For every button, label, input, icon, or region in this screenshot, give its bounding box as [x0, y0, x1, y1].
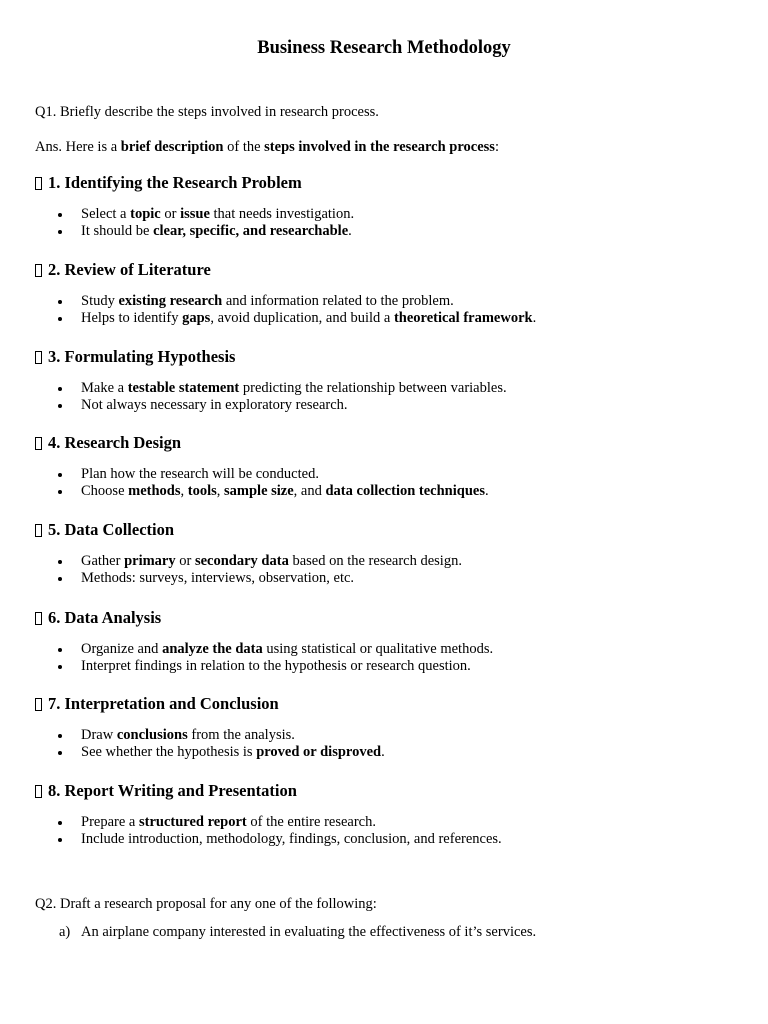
bullet-item: [35, 223, 725, 240]
text-run: Methods: surveys, interviews, observation, etc.: [81, 570, 355, 586]
text-run: , and: [293, 483, 326, 499]
bullet-item: [35, 814, 725, 831]
bullet-item: [35, 641, 725, 658]
text-run: .: [532, 310, 537, 326]
text-run: See whether the hypothesis is: [81, 744, 257, 760]
question-2: Q2. Draft a research proposal for any one of the following:: [35, 896, 377, 912]
checkbox-glyph-icon: [35, 524, 42, 537]
step-heading-text: 7. Interpretation and Conclusion: [48, 694, 279, 713]
text-run: .: [381, 744, 385, 760]
text-run: and information related to the problem.: [222, 293, 454, 309]
bold-text-run: clear, specific, and researchable: [153, 223, 349, 239]
bullet-dot-icon: [58, 230, 62, 234]
bullet-item: [35, 744, 725, 761]
text-run: , avoid duplication, and build a: [210, 310, 394, 326]
text-run: of the: [223, 139, 265, 155]
step-heading-text: 5. Data Collection: [48, 520, 175, 539]
step-bullet-list: [35, 293, 725, 327]
text-run: Organize and: [81, 641, 163, 657]
step-bullet-list: [35, 380, 725, 414]
bold-text-run: data collection techniques: [325, 483, 485, 499]
bold-text-run: testable statement: [127, 380, 240, 396]
text-run: based on the research design.: [288, 553, 462, 569]
step-bullet-list: [35, 466, 725, 500]
question-1: Q1. Briefly describe the steps involved in research process.: [35, 104, 379, 120]
text-run: Prepare a: [81, 814, 139, 830]
step-heading: [35, 346, 735, 368]
text-run: Make a: [81, 380, 128, 396]
bold-text-run: existing research: [118, 293, 223, 309]
step-heading: [35, 259, 735, 281]
bullet-dot-icon: [58, 577, 62, 581]
bullet-item: [35, 293, 725, 310]
research-step: [35, 346, 735, 413]
checkbox-glyph-icon: [35, 785, 42, 798]
text-run: that needs investigation.: [209, 206, 355, 222]
bullet-item: [35, 727, 725, 744]
step-heading-text: 8. Report Writing and Presentation: [48, 781, 297, 800]
bullet-item: [35, 570, 725, 587]
text-run: Study: [81, 293, 119, 309]
text-run: Include introduction, methodology, findings, conclusion, and references.: [81, 831, 502, 847]
bullet-dot-icon: [58, 821, 62, 825]
text-run: .: [484, 483, 489, 499]
step-heading: [35, 693, 735, 715]
bullet-item: [35, 466, 725, 483]
step-heading-text: 3. Formulating Hypothesis: [48, 347, 236, 366]
bullet-dot-icon: [58, 648, 62, 652]
text-run: or: [175, 553, 195, 569]
text-run: Ans. Here is a: [35, 139, 121, 155]
step-heading-text: 4. Research Design: [48, 433, 182, 452]
checkbox-glyph-icon: [35, 437, 42, 450]
bold-text-run: sample size: [224, 483, 294, 499]
bold-text-run: topic: [130, 206, 161, 222]
text-run: Plan how the research will be conducted.: [81, 466, 319, 482]
step-heading: [35, 519, 735, 541]
checkbox-glyph-icon: [35, 698, 42, 711]
research-step: [35, 607, 735, 674]
research-step: [35, 259, 735, 326]
bullet-dot-icon: [58, 473, 62, 477]
step-bullet-list: [35, 553, 725, 587]
text-run: Select a: [81, 206, 131, 222]
checkbox-glyph-icon: [35, 612, 42, 625]
bold-text-run: theoretical framework: [393, 310, 533, 326]
document-title: Business Research Methodology: [257, 38, 511, 58]
checkbox-glyph-icon: [35, 177, 42, 190]
step-bullet-list: [35, 814, 725, 848]
answer-intro: [35, 139, 499, 156]
bold-text-run: analyze the data: [162, 641, 263, 657]
text-run: Choose: [81, 483, 129, 499]
text-run: :: [494, 139, 499, 155]
text-run: of the entire research.: [246, 814, 376, 830]
bullet-dot-icon: [58, 560, 62, 564]
text-run: or: [160, 206, 181, 222]
option-text: An airplane company interested in evaluating the effectiveness of it’s services.: [81, 924, 537, 940]
bold-text-run: methods: [128, 483, 181, 499]
bullet-item: [35, 483, 725, 500]
bold-text-run: brief description: [120, 139, 224, 155]
text-run: .: [348, 223, 352, 239]
text-run: from the analysis.: [187, 727, 295, 743]
bullet-item: [35, 831, 725, 848]
bullet-dot-icon: [58, 404, 62, 408]
step-heading: [35, 432, 735, 454]
step-heading-text: 1. Identifying the Research Problem: [48, 173, 302, 192]
text-run: ,: [216, 483, 224, 499]
bullet-item: [35, 658, 725, 675]
step-heading: [35, 172, 735, 194]
research-step: [35, 519, 735, 586]
step-heading-text: 2. Review of Literature: [48, 260, 211, 279]
checkbox-glyph-icon: [35, 264, 42, 277]
bullet-item: [35, 397, 725, 414]
text-run: Draw: [81, 727, 117, 743]
research-step: [35, 780, 735, 847]
bold-text-run: proved or disproved: [256, 744, 382, 760]
bullet-dot-icon: [58, 665, 62, 669]
text-run: predicting the relationship between variables.: [239, 380, 507, 396]
bold-text-run: primary: [124, 553, 176, 569]
question-2-option: [59, 924, 536, 941]
text-run: Interpret findings in relation to the hypothesis or research question.: [81, 658, 471, 674]
bullet-dot-icon: [58, 300, 62, 304]
step-heading: [35, 780, 735, 802]
bullet-dot-icon: [58, 213, 62, 217]
text-run: using statistical or qualitative methods.: [262, 641, 494, 657]
bullet-dot-icon: [58, 751, 62, 755]
bold-text-run: steps involved in the research process: [264, 139, 495, 155]
bold-text-run: gaps: [182, 310, 211, 326]
bold-text-run: conclusions: [116, 727, 188, 743]
bullet-dot-icon: [58, 387, 62, 391]
option-marker: a): [59, 924, 71, 940]
bold-text-run: secondary data: [194, 553, 289, 569]
bullet-item: [35, 553, 725, 570]
research-step: [35, 693, 735, 760]
text-run: It should be: [81, 223, 154, 239]
bold-text-run: structured report: [138, 814, 247, 830]
bullet-item: [35, 206, 725, 223]
text-run: Not always necessary in exploratory research.: [81, 397, 348, 413]
step-heading-text: 6. Data Analysis: [48, 608, 162, 627]
text-run: ,: [180, 483, 188, 499]
bold-text-run: tools: [187, 483, 217, 499]
text-run: Gather: [81, 553, 125, 569]
research-step: [35, 432, 735, 499]
research-step: [35, 172, 735, 239]
bullet-dot-icon: [58, 317, 62, 321]
bullet-dot-icon: [58, 490, 62, 494]
step-bullet-list: [35, 641, 725, 675]
bold-text-run: issue: [180, 206, 210, 222]
bullet-item: [35, 380, 725, 397]
bullet-dot-icon: [58, 734, 62, 738]
bullet-dot-icon: [58, 838, 62, 842]
step-bullet-list: [35, 727, 725, 761]
checkbox-glyph-icon: [35, 351, 42, 364]
step-heading: [35, 607, 735, 629]
text-run: Helps to identify: [81, 310, 183, 326]
step-bullet-list: [35, 206, 725, 240]
bullet-item: [35, 310, 725, 327]
